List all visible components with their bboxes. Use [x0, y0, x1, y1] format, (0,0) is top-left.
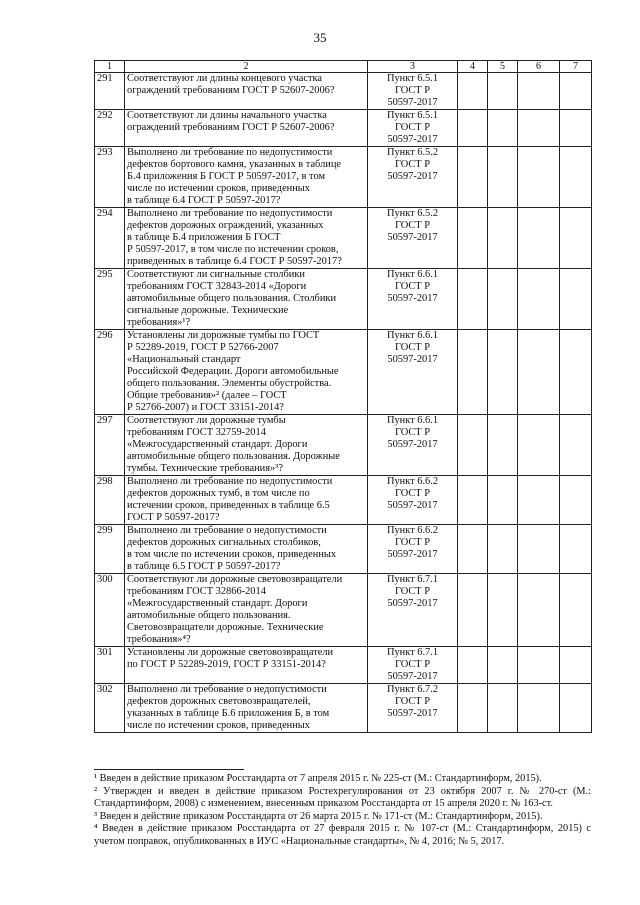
- question-line: дефектов бортового камня, указанных в таблице: [127, 159, 342, 170]
- reference-line: ГОСТ Р: [394, 342, 431, 353]
- table-row: [95, 574, 592, 647]
- requirement-reference: [368, 525, 458, 574]
- row-number: 298: [95, 476, 125, 525]
- extra-cell: [560, 147, 592, 208]
- reference-line: 50597-2017: [387, 671, 438, 682]
- row-number: 302: [95, 684, 125, 733]
- answer-no-cell: [488, 684, 518, 733]
- question-text: [125, 476, 368, 525]
- question-text: [125, 525, 368, 574]
- row-number: 292: [95, 110, 125, 147]
- table-row: [95, 208, 592, 269]
- reference-line: Пункт 6.7.1: [386, 574, 439, 585]
- answer-yes-cell: [458, 415, 488, 476]
- question-line: Световозвращатели дорожные. Технические: [127, 622, 324, 633]
- reference-line: ГОСТ Р: [394, 696, 431, 707]
- notes-cell: [518, 525, 560, 574]
- reference-line: ГОСТ Р: [394, 488, 431, 499]
- question-line: приведенных в таблице 6.4 ГОСТ Р 50597-2017?: [127, 256, 342, 267]
- notes-cell: [518, 110, 560, 147]
- notes-cell: [518, 208, 560, 269]
- reference-line: 50597-2017: [387, 500, 438, 511]
- answer-no-cell: [488, 525, 518, 574]
- notes-cell: [518, 647, 560, 684]
- question-text: [125, 208, 368, 269]
- answer-no-cell: [488, 208, 518, 269]
- requirement-reference: [368, 269, 458, 330]
- question-text: [125, 330, 368, 415]
- answer-no-cell: [488, 73, 518, 110]
- requirement-reference: [368, 647, 458, 684]
- answer-no-cell: [488, 330, 518, 415]
- header-cell: 3: [368, 61, 458, 73]
- question-line: ограждений требованиям ГОСТ Р 52607-2006?: [127, 122, 335, 133]
- question-line: «Межгосударственный стандарт. Дороги: [127, 439, 308, 450]
- reference-line: 50597-2017: [387, 293, 438, 304]
- question-line: общего пользования. Элементы обустройства.: [127, 378, 332, 389]
- table-row: [95, 476, 592, 525]
- reference-line: 50597-2017: [387, 232, 438, 243]
- footnote: ² Утвержден и введен в действие приказом Ростехрегулирования от 23 октября 2007 г. № 270-ст (М.: Стандартинформ, 2008) с изменением, внесенным приказом Росстандарта от 15 апреля 2020 г. № 163-ст.: [94, 785, 591, 810]
- question-line: Общие требования»² (далее – ГОСТ: [127, 390, 287, 401]
- requirement-reference: [368, 415, 458, 476]
- table-row: [95, 147, 592, 208]
- question-line: Выполнено ли требование о недопустимости: [127, 525, 327, 536]
- question-line: дефектов дорожных ограждений, указанных: [127, 220, 324, 231]
- reference-line: 50597-2017: [387, 439, 438, 450]
- question-line: ограждений требованиям ГОСТ Р 52607-2006?: [127, 85, 335, 96]
- table-row: [95, 647, 592, 684]
- reference-line: Пункт 6.6.2: [386, 476, 439, 487]
- question-text: [125, 73, 368, 110]
- requirement-reference: [368, 684, 458, 733]
- question-text: [125, 269, 368, 330]
- checklist-table: [94, 60, 592, 733]
- reference-line: Пункт 6.7.1: [386, 647, 439, 658]
- footnote-divider: [94, 769, 244, 770]
- row-number: 297: [95, 415, 125, 476]
- reference-line: ГОСТ Р: [394, 659, 431, 670]
- extra-cell: [560, 684, 592, 733]
- reference-line: 50597-2017: [387, 354, 438, 365]
- reference-line: ГОСТ Р: [394, 427, 431, 438]
- question-line: в таблице 6.5 ГОСТ Р 50597-2017?: [127, 561, 281, 572]
- question-line: Российской Федерации. Дороги автомобильные: [127, 366, 339, 377]
- requirement-reference: [368, 208, 458, 269]
- question-text: [125, 684, 368, 733]
- reference-line: 50597-2017: [387, 549, 438, 560]
- question-line: истечении сроков, приведенных в таблице 6.5: [127, 500, 330, 511]
- question-line: Соответствуют ли сигнальные столбики: [127, 269, 305, 280]
- answer-no-cell: [488, 415, 518, 476]
- question-line: требования»¹?: [127, 317, 191, 328]
- question-line: Выполнено ли требование по недопустимости: [127, 147, 333, 158]
- question-line: «Национальный стандарт: [127, 354, 241, 365]
- reference-line: 50597-2017: [387, 598, 438, 609]
- header-cell: 4: [458, 61, 488, 73]
- question-text: [125, 147, 368, 208]
- question-text: [125, 415, 368, 476]
- answer-yes-cell: [458, 330, 488, 415]
- question-line: в таблице 6.4 ГОСТ Р 50597-2017?: [127, 195, 281, 206]
- notes-cell: [518, 574, 560, 647]
- table-row: [95, 110, 592, 147]
- question-line: по ГОСТ Р 52289-2019, ГОСТ Р 33151-2014?: [127, 659, 326, 670]
- question-line: Соответствуют ли дорожные световозвращатели: [127, 574, 343, 585]
- answer-no-cell: [488, 647, 518, 684]
- requirement-reference: [368, 110, 458, 147]
- table-row: [95, 684, 592, 733]
- header-cell: 2: [125, 61, 368, 73]
- answer-yes-cell: [458, 73, 488, 110]
- footnotes: [94, 769, 591, 849]
- reference-line: Пункт 6.6.1: [386, 415, 439, 426]
- requirement-reference: [368, 330, 458, 415]
- answer-yes-cell: [458, 110, 488, 147]
- answer-yes-cell: [458, 476, 488, 525]
- answer-yes-cell: [458, 525, 488, 574]
- extra-cell: [560, 476, 592, 525]
- extra-cell: [560, 208, 592, 269]
- notes-cell: [518, 415, 560, 476]
- question-line: автомобильные общего пользования.: [127, 610, 291, 621]
- reference-line: ГОСТ Р: [394, 537, 431, 548]
- extra-cell: [560, 330, 592, 415]
- row-number: 299: [95, 525, 125, 574]
- answer-yes-cell: [458, 208, 488, 269]
- question-line: Б.4 приложения Б ГОСТ Р 50597-2017, в том: [127, 171, 326, 182]
- question-line: Р 52766-2007) и ГОСТ 33151-2014?: [127, 402, 284, 413]
- row-number: 294: [95, 208, 125, 269]
- answer-no-cell: [488, 269, 518, 330]
- reference-line: ГОСТ Р: [394, 85, 431, 96]
- question-line: тумбы. Технические требования»³?: [127, 463, 283, 474]
- requirement-reference: [368, 73, 458, 110]
- extra-cell: [560, 647, 592, 684]
- answer-no-cell: [488, 147, 518, 208]
- question-line: «Межгосударственный стандарт. Дороги: [127, 598, 308, 609]
- reference-line: Пункт 6.7.2: [386, 684, 439, 695]
- requirement-reference: [368, 147, 458, 208]
- question-line: требования»⁴?: [127, 634, 191, 645]
- notes-cell: [518, 269, 560, 330]
- row-number: 295: [95, 269, 125, 330]
- question-line: в том числе по истечении сроков, приведенных: [127, 549, 337, 560]
- question-line: дефектов дорожных сигнальных столбиков,: [127, 537, 321, 548]
- question-line: Р 50597-2017, в том числе по истечении сроков,: [127, 244, 339, 255]
- reference-line: ГОСТ Р: [394, 220, 431, 231]
- table-row: [95, 525, 592, 574]
- footnote: ¹ Введен в действие приказом Росстандарта от 7 апреля 2015 г. № 225-ст (М.: Стандартинформ, 2015).: [94, 773, 542, 784]
- question-line: Выполнено ли требование по недопустимости: [127, 208, 333, 219]
- page-number: 35: [313, 30, 327, 45]
- answer-yes-cell: [458, 147, 488, 208]
- row-number: 296: [95, 330, 125, 415]
- question-line: требованиям ГОСТ 32843-2014 «Дороги: [127, 281, 307, 292]
- notes-cell: [518, 147, 560, 208]
- table-row: [95, 330, 592, 415]
- table-row: [95, 269, 592, 330]
- question-line: требованиям ГОСТ 32866-2014: [127, 586, 266, 597]
- reference-line: 50597-2017: [387, 97, 438, 108]
- notes-cell: [518, 684, 560, 733]
- header-cell: 1: [95, 61, 125, 73]
- answer-yes-cell: [458, 269, 488, 330]
- question-line: Выполнено ли требование о недопустимости: [127, 684, 327, 695]
- question-line: Установлены ли дорожные тумбы по ГОСТ: [127, 330, 320, 341]
- footnote: ³ Введен в действие приказом Росстандарта от 26 марта 2015 г. № 171-ст (М.: Стандартинформ, 2015).: [94, 810, 543, 822]
- row-number: 300: [95, 574, 125, 647]
- reference-line: ГОСТ Р: [394, 122, 431, 133]
- notes-cell: [518, 476, 560, 525]
- extra-cell: [560, 73, 592, 110]
- header-cell: 7: [560, 61, 592, 73]
- row-number: 301: [95, 647, 125, 684]
- answer-yes-cell: [458, 647, 488, 684]
- extra-cell: [560, 525, 592, 574]
- question-line: сигнальные дорожные. Технические: [127, 305, 289, 316]
- reference-line: 50597-2017: [387, 134, 438, 145]
- extra-cell: [560, 574, 592, 647]
- notes-cell: [518, 330, 560, 415]
- reference-line: Пункт 6.6.1: [386, 330, 439, 341]
- footnote: ⁴ Введен в действие приказом Росстандарта от 27 февраля 2015 г. № 107-ст (М.: Стандартинформ, 2015) с учетом поправок, опубликованных в ИУС «Национальные стандарты», № 4, 2016; № 5, 2017.: [94, 823, 591, 847]
- question-line: дефектов дорожных тумб, в том числе по: [127, 488, 310, 499]
- header-cell: 6: [518, 61, 560, 73]
- question-line: дефектов дорожных световозвращателей,: [127, 696, 311, 707]
- reference-line: ГОСТ Р: [394, 159, 431, 170]
- reference-line: Пункт 6.5.2: [386, 147, 439, 158]
- question-line: Соответствуют ли длины концевого участка: [127, 73, 322, 84]
- requirement-reference: [368, 476, 458, 525]
- row-number: 291: [95, 73, 125, 110]
- reference-line: 50597-2017: [387, 708, 438, 719]
- reference-line: Пункт 6.6.2: [386, 525, 439, 536]
- question-line: указанных в таблице Б.6 приложения Б, в том: [127, 708, 330, 719]
- extra-cell: [560, 269, 592, 330]
- question-line: числе по истечении сроков, приведенных: [127, 183, 310, 194]
- reference-line: Пункт 6.5.1: [386, 73, 439, 84]
- requirement-reference: [368, 574, 458, 647]
- question-line: Р 52289-2019, ГОСТ Р 52766-2007: [127, 342, 279, 353]
- question-text: [125, 647, 368, 684]
- question-text: [125, 574, 368, 647]
- question-line: требованиям ГОСТ 32759-2014: [127, 427, 266, 438]
- notes-cell: [518, 73, 560, 110]
- answer-yes-cell: [458, 574, 488, 647]
- header-cell: 5: [488, 61, 518, 73]
- answer-yes-cell: [458, 684, 488, 733]
- reference-line: Пункт 6.5.2: [386, 208, 439, 219]
- table-header-row: [95, 61, 592, 73]
- question-line: Соответствуют ли длины начального участка: [127, 110, 327, 121]
- answer-no-cell: [488, 110, 518, 147]
- reference-line: Пункт 6.6.1: [386, 269, 439, 280]
- row-number: 293: [95, 147, 125, 208]
- extra-cell: [560, 415, 592, 476]
- reference-line: Пункт 6.5.1: [386, 110, 439, 121]
- question-line: Соответствуют ли дорожные тумбы: [127, 415, 286, 426]
- answer-no-cell: [488, 574, 518, 647]
- table-row: [95, 415, 592, 476]
- answer-no-cell: [488, 476, 518, 525]
- question-line: Установлены ли дорожные световозвращатели: [127, 647, 334, 658]
- question-line: числе по истечении сроков, приведенных: [127, 720, 310, 731]
- question-line: Выполнено ли требование по недопустимости: [127, 476, 333, 487]
- question-line: ГОСТ Р 50597-2017?: [127, 512, 220, 523]
- extra-cell: [560, 110, 592, 147]
- question-line: автомобильные общего пользования. Столбики: [127, 293, 336, 304]
- reference-line: ГОСТ Р: [394, 281, 431, 292]
- question-line: в таблице Б.4 приложения Б ГОСТ: [127, 232, 281, 243]
- reference-line: 50597-2017: [387, 171, 438, 182]
- question-text: [125, 110, 368, 147]
- reference-line: ГОСТ Р: [394, 586, 431, 597]
- table-row: [95, 73, 592, 110]
- question-line: автомобильные общего пользования. Дорожные: [127, 451, 340, 462]
